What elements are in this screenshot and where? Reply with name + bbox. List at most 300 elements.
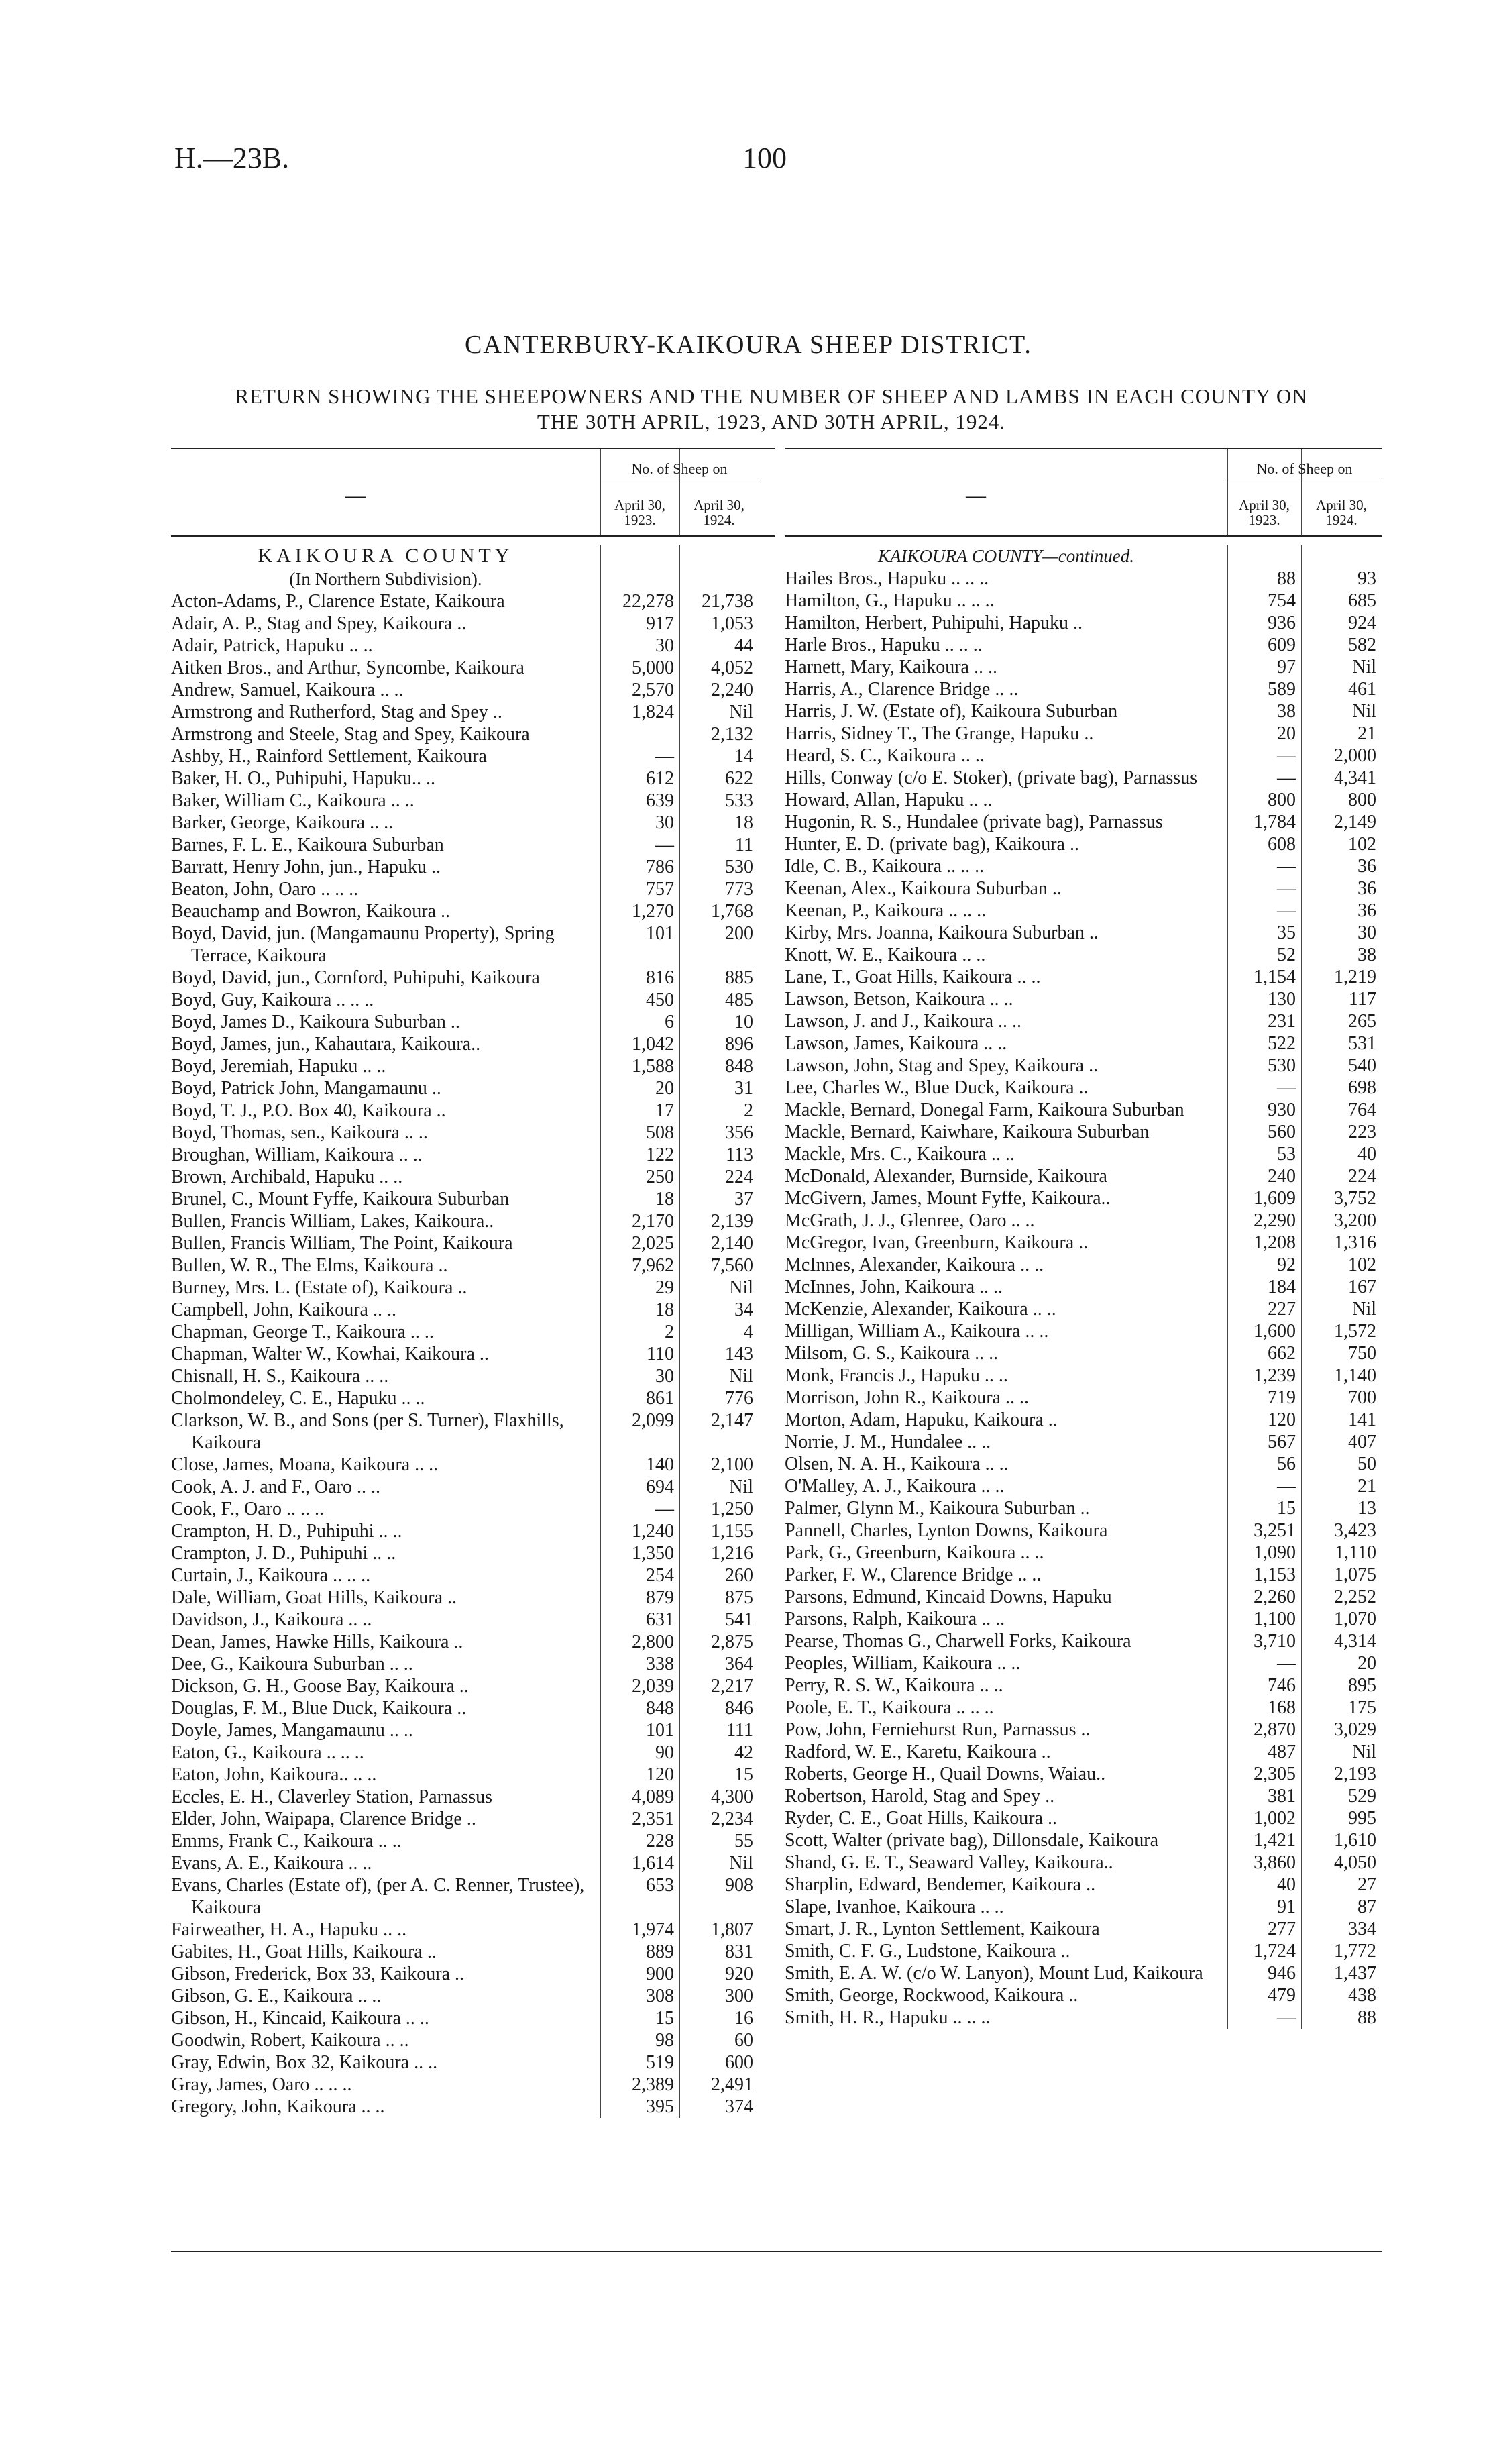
table-row [785,678,1382,700]
left-section-subtitle: (In Northern Subdivision). [289,569,482,589]
sheep-1924: 4,314 [1334,1631,1376,1652]
table-row [785,1852,1382,1874]
sheep-1923: — [655,746,674,767]
sheep-1923: 1,784 [1254,812,1296,833]
sheep-1923: 5,000 [632,657,674,678]
sheep-1924: 265 [1348,1011,1376,1032]
sheep-1924: 2,240 [711,680,753,700]
table-row [171,635,775,657]
sheep-1923: 22,278 [622,591,674,612]
sheep-1924: Nil [729,1366,753,1387]
sheep-1923: 1,600 [1254,1321,1296,1342]
owner-name: Keenan, Alex., Kaikoura Suburban .. [785,878,1062,899]
sheep-1923: 786 [646,857,674,877]
sheep-1924: Nil [1352,1299,1376,1320]
sheep-1923: 17 [655,1100,674,1121]
sheep-1924: 908 [725,1875,753,1896]
table-row [785,1586,1382,1608]
sheep-1923: 184 [1268,1277,1296,1297]
right-section-title: KAIKOURA COUNTY—continued. [877,546,1135,566]
sheep-1924: 1,772 [1334,1941,1376,1962]
sheep-1924: 1,110 [1335,1542,1376,1563]
owner-name: Parsons, Ralph, Kaikoura .. .. [785,1609,1005,1629]
sheep-1923: 91 [1277,1896,1296,1917]
sheep-1924: 44 [734,635,753,656]
owner-name: Gregory, John, Kaikoura .. .. [171,2096,385,2117]
sheep-1924: 14 [734,746,753,767]
sheep-1923: 1,350 [632,1543,674,1564]
sheep-1924: 21 [1357,1476,1376,1497]
sheep-1923: 1,609 [1254,1188,1296,1209]
sheep-1923: 1,421 [1254,1830,1296,1851]
owner-name: Crampton, H. D., Puhipuhi .. .. [171,1521,402,1542]
sheep-1924: 200 [725,923,753,944]
document-subtitle [168,384,1375,435]
sheep-1924: 1,053 [711,613,753,634]
table-row [171,834,775,856]
sheep-1923: 254 [646,1565,674,1586]
sheep-1923: 1,153 [1254,1564,1296,1585]
sheep-1923: 2,170 [632,1211,674,1232]
owner-name: Gray, James, Oaro .. .. .. [171,2074,352,2095]
sheep-1924: 848 [725,1056,753,1077]
owner-name: McDonald, Alexander, Burnside, Kaikoura [785,1166,1107,1187]
left-header-col2: April 30, 1924. [694,497,744,528]
table-row [171,812,775,834]
sheep-1924: 2,000 [1334,745,1376,766]
owner-name: Burney, Mrs. L. (Estate of), Kaikoura .. [171,1277,467,1298]
table-row [171,1941,775,1963]
sheep-1923: 130 [1268,989,1296,1010]
sheep-1924: 175 [1348,1697,1376,1718]
sheep-1924: 541 [725,1609,753,1630]
owner-name: Mackle, Bernard, Kaiwhare, Kaikoura Suburban [785,1122,1150,1142]
sheep-1924: 622 [725,768,753,789]
sheep-1923: 90 [655,1742,674,1763]
sheep-1924: 4 [744,1322,753,1342]
sheep-1924: 141 [1348,1409,1376,1430]
sheep-1923: 1,002 [1254,1808,1296,1829]
sheep-1923: 946 [1268,1963,1296,1984]
sheep-1924: 875 [725,1587,753,1608]
sheep-1923: — [1277,878,1296,899]
sheep-1923: 530 [1268,1055,1296,1076]
owner-name: Idle, C. B., Kaikoura .. .. .. [785,856,985,877]
table-row [171,1055,775,1077]
owner-name: McGivern, James, Mount Fyffe, Kaikoura.. [785,1188,1111,1209]
table-row [171,856,775,878]
sheep-1923: — [1277,900,1296,921]
sheep-1923: 30 [655,1366,674,1387]
table-row [785,1608,1382,1630]
sheep-1923: 122 [646,1144,674,1165]
table-row [171,1697,775,1719]
sheep-1923: — [1277,1653,1296,1674]
sheep-1924: 924 [1348,612,1376,633]
table-row [171,1122,775,1144]
owner-name: Close, James, Moana, Kaikoura .. .. [171,1454,439,1475]
table-row [171,989,775,1011]
sheep-1923: 608 [1268,834,1296,855]
sheep-1923: 631 [646,1609,674,1630]
sheep-1924: 995 [1348,1808,1376,1829]
table-row [171,1653,775,1675]
table-row [785,1232,1382,1254]
table-row [171,790,775,812]
table-row [171,1144,775,1166]
table-row [785,767,1382,789]
owner-name: Gibson, Frederick, Box 33, Kaikoura .. [171,1964,465,1984]
owner-name: Elder, John, Waipapa, Clarence Bridge .. [171,1809,476,1829]
table-row [785,922,1382,944]
table-row [171,1675,775,1697]
owner-name: Ryder, C. E., Goat Hills, Kaikoura .. [785,1808,1058,1829]
sheep-1924: Nil [729,702,753,722]
owner-name: Campbell, John, Kaikoura .. .. [171,1299,396,1320]
owner-name: Clarkson, W. B., and Sons (per S. Turner), Flaxhills, Kaikoura [171,1410,564,1453]
sheep-1924: 10 [734,1012,753,1032]
sheep-1924: 42 [734,1742,753,1763]
table-row [785,1165,1382,1187]
table-row [171,1343,775,1365]
owner-name: Smith, E. A. W. (c/o W. Lanyon), Mount Lud, Kaikoura [785,1963,1203,1984]
table-row [785,966,1382,988]
table-row [785,1940,1382,1962]
table-row [785,1896,1382,1918]
owner-name: Howard, Allan, Hapuku .. .. [785,790,993,810]
sheep-1924: 896 [725,1034,753,1055]
sheep-1923: 719 [1268,1387,1296,1408]
sheep-1923: 694 [646,1477,674,1497]
table-row [785,1630,1382,1652]
sheep-1924: 4,050 [1334,1852,1376,1873]
sheep-1923: — [1277,767,1296,788]
sheep-1923: 479 [1268,1985,1296,2006]
table-row [785,1121,1382,1143]
table-row [171,1166,775,1188]
table-row [171,1808,775,1830]
table-row [785,1099,1382,1121]
table-row [171,590,775,612]
table-row [171,2051,775,2074]
sheep-1923: 40 [1277,1874,1296,1895]
owner-name: Olsen, N. A. H., Kaikoura .. .. [785,1454,1009,1475]
owner-name: Gray, Edwin, Box 32, Kaikoura .. .. [171,2052,438,2073]
owner-name: Andrew, Samuel, Kaikoura .. .. [171,680,404,700]
owner-name: Emms, Frank C., Kaikoura .. .. [171,1831,402,1852]
owner-name: McGregor, Ivan, Greenburn, Kaikoura .. [785,1232,1089,1253]
sheep-1924: 38 [1357,945,1376,965]
owner-name: Parsons, Edmund, Kincaid Downs, Hapuku [785,1587,1112,1607]
table-row [171,1232,775,1254]
sheep-1924: Nil [1352,701,1376,722]
sheep-1923: 1,042 [632,1034,674,1055]
owner-name: Slape, Ivanhoe, Kaikoura .. .. [785,1896,1004,1917]
sheep-1924: 461 [1348,679,1376,700]
sheep-1923: 508 [646,1122,674,1143]
table-row [171,1365,775,1387]
sheep-1923: 487 [1268,1742,1296,1762]
sheep-1923: 2,025 [632,1233,674,1254]
sheep-1923 [600,723,679,745]
sheep-1923: 3,251 [1254,1520,1296,1541]
owner-name: Lee, Charles W., Blue Duck, Kaikoura .. [785,1077,1089,1098]
table-row [785,1719,1382,1741]
owner-name: Shand, G. E. T., Seaward Valley, Kaikoura.. [785,1852,1113,1873]
table-row [785,1475,1382,1497]
sheep-1923: 589 [1268,679,1296,700]
table-row [171,679,775,701]
table-row [785,833,1382,855]
sheep-1924: 36 [1357,900,1376,921]
right-table [785,448,1382,2029]
sheep-1924: Nil [729,1277,753,1298]
sheep-1924: 27 [1357,1874,1376,1895]
table-row [785,1652,1382,1674]
right-table-body [785,545,1382,2029]
table-row [171,1542,775,1564]
owner-name: Boyd, T. J., P.O. Box 40, Kaikoura .. [171,1100,446,1121]
sheep-1924: 260 [725,1565,753,1586]
table-row [785,700,1382,722]
sheep-1924: 846 [725,1698,753,1719]
sheep-1923: 110 [647,1344,674,1364]
sheep-1924: 3,029 [1334,1719,1376,1740]
sheep-1924: 40 [1357,1144,1376,1165]
sheep-1924: 2,252 [1334,1587,1376,1607]
sheep-1924: 16 [734,2008,753,2029]
page-number: 100 [742,142,787,174]
table-row [785,1497,1382,1519]
table-row [171,1564,775,1587]
sheep-1923: 1,824 [632,702,674,722]
owner-name: Curtain, J., Kaikoura .. .. .. [171,1565,371,1586]
sheep-1923: — [655,1499,674,1519]
owner-name: Cholmondeley, C. E., Hapuku .. .. [171,1388,425,1409]
sheep-1923: 52 [1277,945,1296,965]
sheep-1924: 88 [1357,2007,1376,2028]
owner-name: Brown, Archibald, Hapuku .. .. [171,1167,403,1187]
owner-name: Smith, H. R., Hapuku .. .. .. [785,2007,991,2028]
sheep-1923: 88 [1277,568,1296,589]
owner-name: Park, G., Greenburn, Kaikoura .. .. [785,1542,1044,1563]
sheep-1924: 3,423 [1334,1520,1376,1541]
sheep-1923: 53 [1277,1144,1296,1165]
table-row [171,1476,775,1498]
table-row [171,900,775,922]
table-row [171,1631,775,1653]
sheep-1924: 1,070 [1334,1609,1376,1629]
sheep-1924: 1,219 [1334,967,1376,987]
table-row [171,878,775,900]
table-row [785,1984,1382,2006]
table-row [171,1830,775,1852]
sheep-1923: 1,208 [1254,1232,1296,1253]
table-row [171,1011,775,1033]
sheep-1923: 6 [665,1012,674,1032]
sheep-1924: 7,560 [711,1255,753,1276]
sheep-1924: 540 [1348,1055,1376,1076]
sheep-1924: 111 [726,1720,753,1741]
sheep-1923: 20 [1277,723,1296,744]
owner-name: Scott, Walter (private bag), Dillonsdale, Kaikoura [785,1830,1159,1851]
table-row [171,1786,775,1808]
owner-name: Armstrong and Steele, Stag and Spey, Kaikoura [171,724,530,745]
table-row [785,1829,1382,1852]
owner-name: McInnes, Alexander, Kaikoura .. .. [785,1254,1044,1275]
table-row [785,568,1382,590]
table-row [171,1963,775,1985]
sheep-1923: 250 [646,1167,674,1187]
sheep-1924: 407 [1348,1432,1376,1452]
sheep-1924: 31 [734,1078,753,1099]
sheep-1923: 450 [646,989,674,1010]
owner-name: Cook, F., Oaro .. .. .. [171,1499,324,1519]
subtitle-line-1: RETURN SHOWING THE SHEEPOWNERS AND THE NUMBER OF SHEEP AND LAMBS IN EACH COUNTY ON [235,384,1308,408]
sheep-1923: 227 [1268,1299,1296,1320]
sheep-1924: 223 [1348,1122,1376,1142]
left-table-body [171,545,775,2118]
table-row [785,1542,1382,1564]
table-row [785,855,1382,877]
owner-name: Bullen, Francis William, The Point, Kaikoura [171,1233,513,1254]
owner-name: Harris, Sidney T., The Grange, Hapuku .. [785,723,1094,744]
owner-name: Beaton, John, Oaro .. .. .. [171,879,359,900]
sheep-1924: 4,300 [711,1786,753,1807]
sheep-1924: 224 [725,1167,753,1187]
owner-name: Perry, R. S. W., Kaikoura .. .. [785,1675,1003,1696]
owner-name: Evans, A. E., Kaikoura .. .. [171,1853,372,1874]
table-row [785,1320,1382,1342]
sheep-1923: 120 [1268,1409,1296,1430]
owner-name: Adair, A. P., Stag and Spey, Kaikoura .. [171,613,467,634]
table-row [171,2096,775,2118]
owner-name: Mackle, Bernard, Donegal Farm, Kaikoura Suburban [785,1100,1184,1120]
sheep-1924: 102 [1348,1254,1376,1275]
owner-name: Bullen, W. R., The Elms, Kaikoura .. [171,1255,448,1276]
sheep-1924: 1,155 [711,1521,753,1542]
sheep-1923: — [1277,1476,1296,1497]
table-row [171,1409,775,1454]
sheep-1924: 1,216 [711,1543,753,1564]
sheep-1924: 87 [1357,1896,1376,1917]
sheep-1923: 1,090 [1254,1542,1296,1563]
owner-name: Boyd, Guy, Kaikoura .. .. .. [171,989,374,1010]
owner-name: Kirby, Mrs. Joanna, Kaikoura Suburban .. [785,922,1099,943]
sheep-1923: 609 [1268,635,1296,655]
sheep-1924: 1,610 [1334,1830,1376,1851]
owner-name: Lawson, Betson, Kaikoura .. .. [785,989,1013,1010]
owner-name: Eccles, E. H., Claverley Station, Parnassus [171,1786,493,1807]
owner-name: Chapman, Walter W., Kowhai, Kaikoura .. [171,1344,489,1364]
sheep-1923: — [1277,856,1296,877]
sheep-1923: 662 [1268,1343,1296,1364]
table-row [171,1719,775,1742]
sheep-1923: 228 [646,1831,674,1852]
owner-name: Palmer, Glynn M., Kaikoura Suburban .. [785,1498,1090,1519]
owner-name: Lawson, John, Stag and Spey, Kaikoura .. [785,1055,1099,1076]
table-row [785,1697,1382,1719]
table-row [171,922,775,967]
owner-name: Morton, Adam, Hapuku, Kaikoura .. [785,1409,1058,1430]
owner-name: Mackle, Mrs. C., Kaikoura .. .. [785,1144,1015,1165]
owner-name: Boyd, Patrick John, Mangamaunu .. [171,1078,441,1099]
sheep-1924: 3,752 [1334,1188,1376,1209]
table-row [785,1674,1382,1697]
sheep-1923: 140 [646,1454,674,1475]
table-row [785,1519,1382,1542]
sheep-1924: 2,234 [711,1809,753,1829]
sheep-1924: 2,132 [711,724,753,745]
sheep-1923: 18 [655,1299,674,1320]
sheep-1923: 936 [1268,612,1296,633]
sheep-1923: 1,588 [632,1056,674,1077]
owner-name: McInnes, John, Kaikoura .. .. [785,1277,1003,1297]
owner-name: Pow, John, Ferniehurst Run, Parnassus .. [785,1719,1091,1740]
sheep-1923: — [655,835,674,855]
sheep-1923: 1,724 [1254,1941,1296,1962]
owner-name: Milsom, G. S., Kaikoura .. .. [785,1343,999,1364]
table-row [785,1298,1382,1320]
sheep-1924: 1,140 [1334,1365,1376,1386]
right-table-header [785,448,1382,537]
sheep-1924: 364 [725,1654,753,1674]
table-row [785,1342,1382,1364]
sheep-1924: 1,807 [711,1919,753,1940]
sheep-1924: 533 [725,790,753,811]
sheep-1923: 231 [1268,1011,1296,1032]
table-row [171,1874,775,1919]
sheep-1924: 36 [1357,856,1376,877]
table-row [171,1277,775,1299]
sheep-1923: 1,614 [632,1853,674,1874]
sheep-1923: 20 [655,1078,674,1099]
owner-name: Radford, W. E., Karetu, Kaikoura .. [785,1742,1051,1762]
table-row [785,612,1382,634]
owner-name: Harris, A., Clarence Bridge .. .. [785,679,1019,700]
sheep-1923: 168 [1268,1697,1296,1718]
sheep-1923: 7,962 [632,1255,674,1276]
sheep-1924: 2 [744,1100,753,1121]
sheep-1924: 300 [725,1986,753,2006]
sheep-1924: 356 [725,1122,753,1143]
left-section-title: KAIKOURA COUNTY [258,545,514,567]
sheep-1924: 2,875 [711,1631,753,1652]
sheep-1924: 36 [1357,878,1376,899]
sheep-1924: 3,200 [1334,1210,1376,1231]
sheep-1923: 2,305 [1254,1764,1296,1784]
sheep-1923: 900 [646,1964,674,1984]
sheep-1923: 2,389 [632,2074,674,2095]
sheep-1924: 582 [1348,635,1376,655]
sheep-1924: 34 [734,1299,753,1320]
owner-name: McKenzie, Alexander, Kaikoura .. .. [785,1299,1056,1320]
owner-name: Parker, F. W., Clarence Bridge .. .. [785,1564,1042,1585]
sheep-1924: 117 [1349,989,1376,1010]
owner-name: Chisnall, H. S., Kaikoura .. .. [171,1366,389,1387]
sheep-1923: 18 [655,1189,674,1210]
owner-name: Armstrong and Rutherford, Stag and Spey .. [171,702,502,722]
sheep-1924: 600 [725,2052,753,2073]
sheep-1923: 2,260 [1254,1587,1296,1607]
table-row [785,634,1382,656]
table-row [171,1077,775,1100]
sheep-1924: 55 [734,1831,753,1852]
table-row [171,1498,775,1520]
sheep-1923: 15 [1277,1498,1296,1519]
sheep-1923: 1,154 [1254,967,1296,987]
sheep-1924: 1,250 [711,1499,753,1519]
